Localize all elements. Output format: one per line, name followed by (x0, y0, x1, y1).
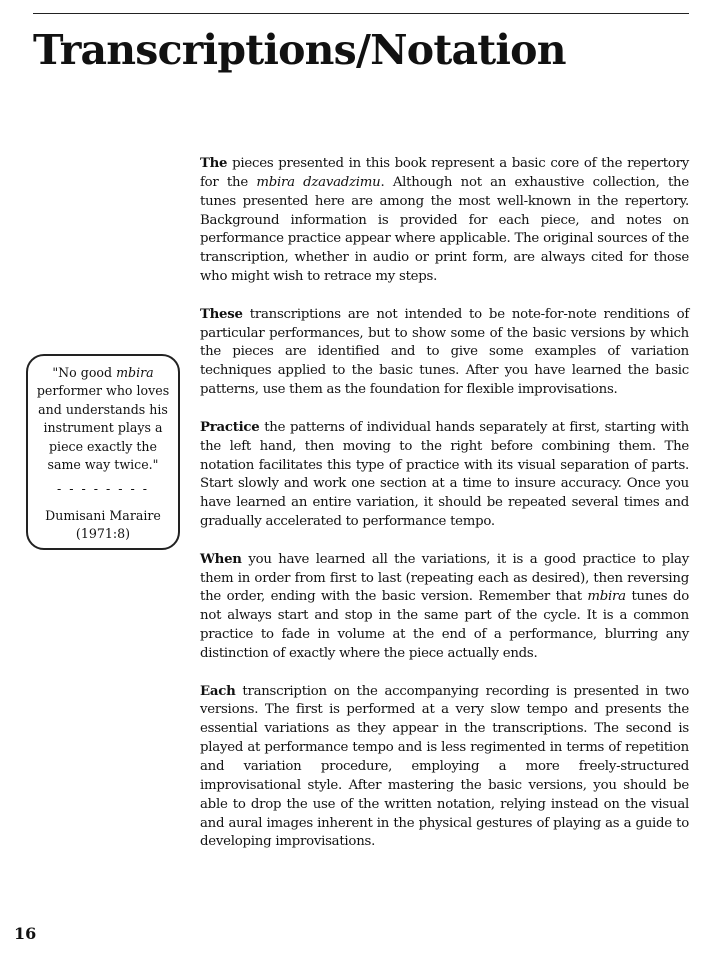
body-paragraph (200, 683, 689, 853)
paragraph-text: transcriptions are not intended to be note-for-note renditions of particular performances, but to show some of the basic versions by which the pieces are identified and to give some examples of variation techniques applied to the basic tunes. After you have learned the basic patterns, use them as the foundation for flexible improvisations. (200, 306, 689, 398)
quote-text (37, 365, 169, 472)
quote-citation: (1971:8) (75, 526, 131, 542)
quote-text-start: "No good (52, 365, 117, 380)
paragraph-lead-word: The (200, 156, 228, 171)
body-paragraph (200, 551, 689, 664)
quote-emphasis: mbira (116, 365, 154, 380)
paragraph-text: tunes do not always start and stop in the same part of the cycle. It is a common practice to fade in volume at the end of a performance, blurring any distinction of exactly where the piece actually ends. (200, 589, 689, 661)
body-paragraph (200, 306, 689, 400)
body-text (200, 155, 689, 871)
paragraph-text: . Although not an exhaustive collection, the tunes presented here are among the most well-known in the repertory. Background information is provided for each piece, and notes on performance practice appear where applicable. The original sources of the transcription, whether in audio or print form, are always cited for those who might wish to retrace my steps. (200, 174, 689, 285)
body-paragraph (200, 155, 689, 287)
body-paragraph (200, 419, 689, 532)
paragraph-text: you have learned all the variations, it is a good practice to play them in order from first to last (repeating each as desired), then reversing the order, ending with the basic version. Remember that (200, 551, 689, 605)
quote-text-end: performer who loves and understands his instrument plays a piece exactly the same way twice." (36, 383, 170, 473)
paragraph-lead-word: Each (200, 683, 236, 699)
paragraph-text: pieces presented in this book represent a basic core of the repertory for the (200, 156, 689, 190)
paragraph-text: transcription on the accompanying recording is presented in two versions. The first is performed at a very slow tempo and presents the essential variations as they appear in the transcriptions. The second is played at performance tempo and is less regimented in terms of repetition and variation procedure, employing a more freely-structured improvisational style. After mastering the basic versions, you should be able to drop the use of the written notation, relying instead on the visual and aural images inherent in the physical gestures of playing as a guide to developing improvisations. (200, 683, 689, 850)
paragraph-text: the patterns of individual hands separately at first, starting with the left hand, then moving to the right before combining them. The notation facilitates this type of practice with its visual separation of parts. Start slowly and work one section at a time to insure accuracy. Once you have learned an entire variation, it should be repeated several times and gradually accelerated to performance tempo. (200, 419, 689, 530)
quote-author: Dumisani Maraire (45, 507, 161, 523)
header-rule (33, 13, 689, 14)
emphasized-term: mbira (587, 589, 626, 605)
paragraph-lead-word: When (200, 551, 242, 567)
paragraph-lead-word: Practice (200, 419, 260, 435)
page-title: Transcriptions/Notation (33, 26, 566, 74)
quote-separator: - - - - - - - - (56, 481, 150, 497)
paragraph-lead-word: These (200, 306, 243, 322)
sidebar-quote-box (26, 354, 180, 550)
emphasized-term: mbira dzavadzimu (256, 174, 381, 190)
page-number: 16 (14, 924, 37, 943)
